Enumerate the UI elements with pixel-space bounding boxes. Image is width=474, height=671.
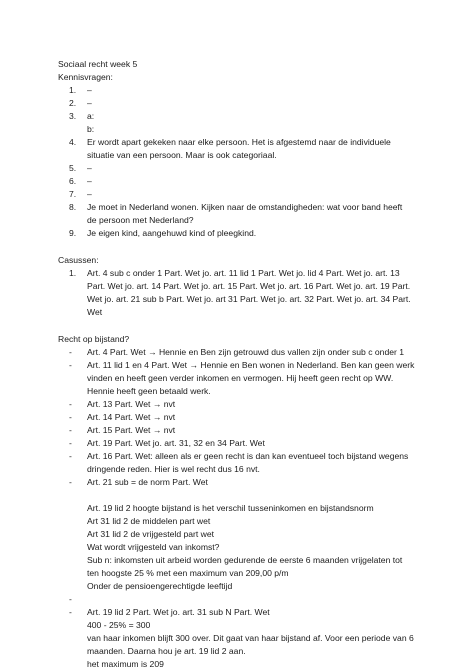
list-item-text: Art. 14 Part. Wet → nvt [87,412,176,422]
list-item-text: dringende reden. Hier is wel recht dus 16 nvt. [87,464,260,474]
document-title: Sociaal recht week 5 [58,59,138,69]
list-bullet: - [69,347,72,357]
list-item-text: van haar inkomen blijft 300 over. Dit gaat van haar bijstand af. Voor een periode van 6 [87,633,414,643]
list-item-text: 400 - 25% = 300 [87,620,151,630]
note-line: Wat wordt vrijgesteld van inkomst? [87,542,220,552]
list-item-text: vinden en heeft geen verder inkomen en vermogen. Hij heeft geen recht op WW. [87,373,394,383]
list-item-text: Wet [87,307,103,317]
list-item-text: Er wordt apart gekeken naar elke persoon. Het is afgestemd naar de individuele [87,137,391,147]
list-bullet: - [69,451,72,461]
list-item-number: 6. [69,176,77,186]
note-line: Art. 19 lid 2 hoogte bijstand is het verschil tusseninkomen en bijstandsnorm [87,503,374,513]
list-item-text: b: [87,124,95,134]
note-line: Art 31 lid 2 de middelen part wet [87,516,211,526]
list-item-number: 4. [69,137,77,147]
list-bullet: - [69,360,72,370]
list-item-text: Art. 19 lid 2 Part. Wet jo. art. 31 sub N Part. Wet [87,607,270,617]
list-bullet: - [69,594,72,604]
list-item-text: Art. 13 Part. Wet → nvt [87,399,176,409]
list-item-number: 1. [69,85,77,95]
list-item-text: Part. Wet jo. art. 14 Part. Wet jo. art. 15 Part. Wet jo. art. 16 Part. Wet jo. art. 19 Part. [87,281,411,291]
list-item-number: 9. [69,228,77,238]
list-bullet: - [69,438,72,448]
list-item-text: Wet jo. art. 21 sub b Part. Wet jo. art 31 Part. Wet jo. art. 32 Part. Wet jo. art. 34 Part. [87,294,411,304]
recht-heading: Recht op bijstand? [58,334,130,344]
list-item-number: 7. [69,189,77,199]
list-item-number: 5. [69,163,77,173]
list-item-text: Art. 4 sub c onder 1 Part. Wet jo. art. 11 lid 1 Part. Wet jo. lid 4 Part. Wet jo. art. 13 [87,268,400,278]
list-item-text: – [87,163,92,173]
list-item-text: Art. 21 sub = de norm Part. Wet [87,477,208,487]
list-bullet: - [69,607,72,617]
list-item-text: – [87,189,92,199]
list-item-text: Art. 15 Part. Wet → nvt [87,425,176,435]
note-line: Onder de pensioengerechtigde leeftijd [87,581,233,591]
list-item-text: – [87,85,92,95]
list-item-text: maanden. Daarna hou je art. 19 lid 2 aan. [87,646,246,656]
list-item-number: 3. [69,111,77,121]
list-item-text: Hennie heeft geen betaald werk. [87,386,211,396]
list-item-text: Art. 4 Part. Wet → Hennie en Ben zijn getrouwd dus vallen zijn onder sub c onder 1 [87,347,405,357]
list-item-text: de persoon met Nederland? [87,215,194,225]
list-item-number: 8. [69,202,77,212]
list-item-text: Art. 11 lid 1 en 4 Part. Wet → Hennie en Ben wonen in Nederland. Ben kan geen werk [87,360,415,370]
list-bullet: - [69,425,72,435]
list-item-text: a: [87,111,95,121]
list-item-text: – [87,176,92,186]
list-bullet: - [69,399,72,409]
list-item-number: 1. [69,268,77,278]
list-item-text: Je moet in Nederland wonen. Kijken naar de omstandigheden: wat voor band heeft [87,202,403,212]
list-item-text: – [87,98,92,108]
list-item-text: Art. 16 Part. Wet: alleen als er geen recht is dan kan eventueel toch bijstand wegens [87,451,409,461]
note-line: Sub n: inkomsten uit arbeid worden gedurende de eerste 6 maanden vrijgelaten tot [87,555,403,565]
note-line: ten hoogste 25 % met een maximum van 209,00 p/m [87,568,289,578]
kennisvragen-heading: Kennisvragen: [58,72,113,82]
list-bullet: - [69,412,72,422]
list-item-text: het maximum is 209 [87,659,164,669]
note-line: Art 31 lid 2 de vrijgesteld part wet [87,529,215,539]
list-item-number: 2. [69,98,77,108]
list-item-text: Je eigen kind, aangehuwd kind of pleegkind. [87,228,257,238]
list-bullet: - [69,477,72,487]
list-item-text: situatie van een persoon. Maar is ook categoriaal. [87,150,277,160]
casussen-heading: Casussen: [58,255,99,265]
list-item-text: Art. 19 Part. Wet jo. art. 31, 32 en 34 Part. Wet [87,438,265,448]
